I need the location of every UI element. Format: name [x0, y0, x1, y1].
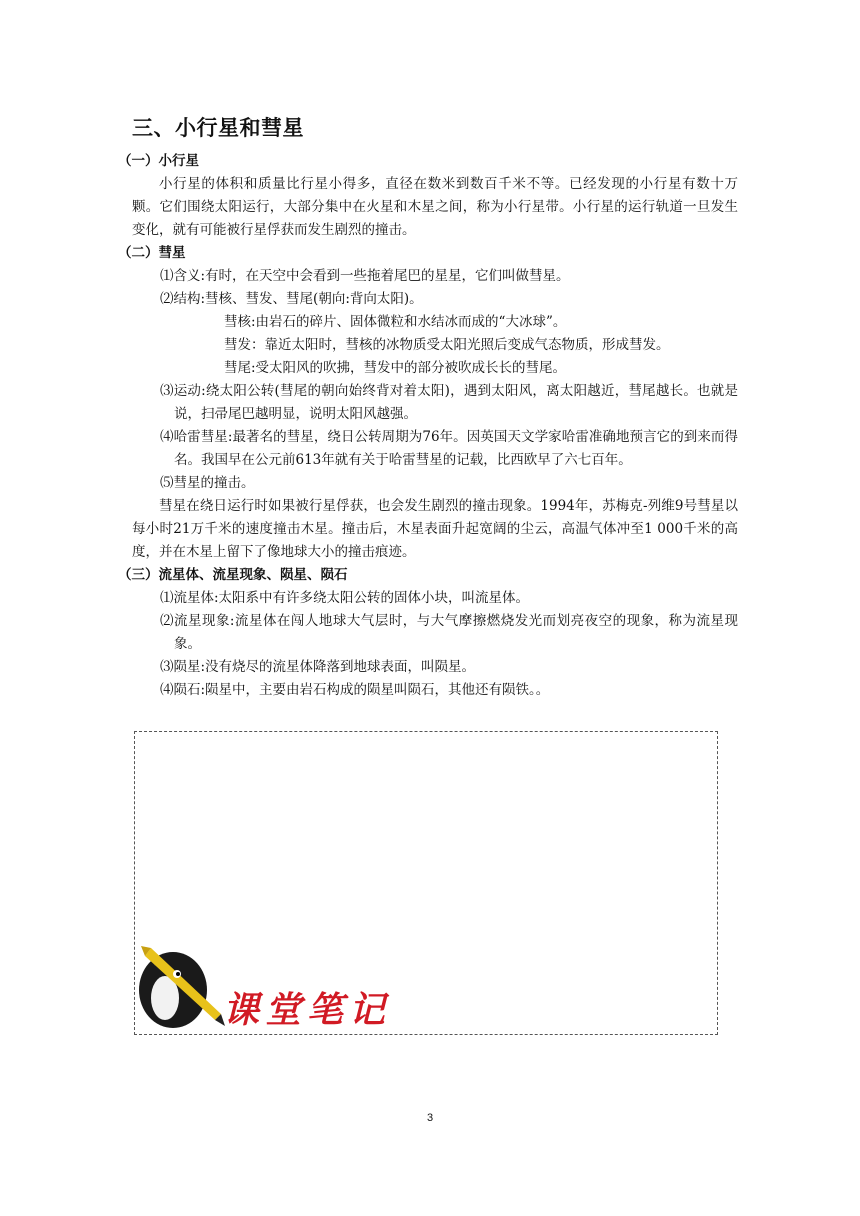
class-notes-label: 课堂笔记 [223, 990, 392, 1031]
comet-coma: 彗发：靠近太阳时，彗核的冰物质受太阳光照后变成气态物质，形成彗发。 [224, 337, 670, 353]
class-notes-box[interactable] [134, 731, 718, 1035]
penguin-pencil-icon [137, 940, 227, 1030]
meteor-phenomenon: ⑵流星现象:流星体在闯人地球大气层时，与大气摩擦燃烧发光而划亮夜空的现象，称为流星现象。 [160, 613, 738, 652]
page-number: 3 [426, 1112, 434, 1124]
comet-tail: 彗尾:受太阳风的吹拂，彗发中的部分被吹成长长的彗尾。 [224, 360, 567, 376]
meteorite-fall: ⑶陨星:没有烧尽的流星体降落到地球表面，叫陨星。 [160, 659, 476, 675]
comet-impact-paragraph: 彗星在绕日运行时如果被行星俘获，也会发生剧烈的撞击现象。1994年，苏梅克-列维9号彗星以每小时21万千米的速度撞击木星。撞击后，木星表面升起宽阔的尘云，高温气体冲至1 000千米的高度，并在木星上留下了像地球大小的撞击痕迹。 [132, 498, 738, 560]
comet-nucleus: 彗核:由岩石的碎片、固体微粒和水结冰而成的“大冰球”。 [224, 314, 567, 330]
stony-meteorite: ⑷陨石:陨星中，主要由岩石构成的陨星叫陨石，其他还有陨铁。。 [160, 682, 550, 698]
comet-impact: ⑸彗星的撞击。 [160, 475, 255, 491]
comet-definition: ⑴含义:有时，在天空中会看到一些拖着尾巴的星星，它们叫做彗星。 [160, 268, 570, 284]
meteoroid: ⑴流星体:太阳系中有许多绕太阳公转的固体小块，叫流星体。 [160, 590, 530, 606]
heading-asteroids: （一）小行星 [118, 153, 199, 169]
asteroids-paragraph: 小行星的体积和质量比行星小得多，直径在数米到数百千米不等。已经发现的小行星有数十万颗。它们围绕太阳运行，大部分集中在火星和木星之间，称为小行星带。小行星的运行轨道一旦发生变化，就有可能被行星俘获而发生剧烈的撞击。 [132, 176, 738, 238]
heading-comets: （二）彗星 [118, 245, 186, 261]
content-body [118, 150, 738, 702]
comet-structure: ⑵结构:彗核、彗发、彗尾(朝向:背向太阳)。 [160, 291, 423, 307]
comet-motion: ⑶运动:绕太阳公转(彗尾的朝向始终背对着太阳)，遇到太阳风，离太阳越近，彗尾越长。也就是说，扫帚尾巴越明显，说明太阳风越强。 [160, 383, 738, 422]
class-notes-logo [137, 940, 437, 1030]
halley-comet: ⑷哈雷彗星:最著名的彗星，绕日公转周期为76年。因英国天文学家哈雷准确地预言它的到来而得名。我国早在公元前613年就有关于哈雷彗星的记载，比西欧早了六七百年。 [160, 429, 738, 468]
heading-meteors: （三）流星体、流星现象、陨星、陨石 [118, 567, 348, 583]
section-title: 三、小行星和彗星 [132, 116, 304, 140]
